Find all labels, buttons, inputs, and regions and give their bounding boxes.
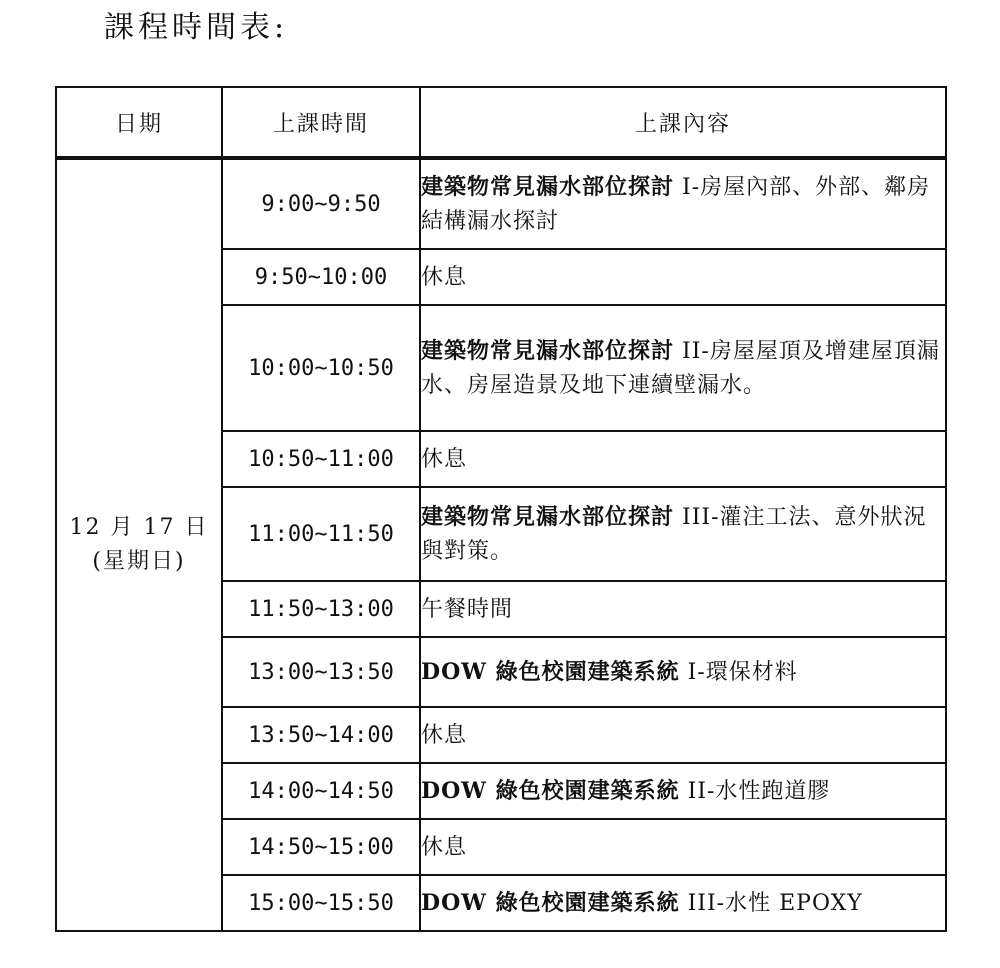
topic-title: DOW 綠色校園建築系統 <box>421 777 680 804</box>
time-cell: 10:50~11:00 <box>222 431 420 487</box>
content-cell <box>420 763 946 819</box>
header-time: 上課時間 <box>222 87 420 158</box>
topic-title: 建築物常見漏水部位探討 <box>421 337 675 364</box>
table-header-row <box>56 87 946 158</box>
time-cell: 9:50~10:00 <box>222 249 420 305</box>
weekday-text: (星期日) <box>92 549 186 574</box>
time-cell: 14:00~14:50 <box>222 763 420 819</box>
time-cell: 14:50~15:00 <box>222 819 420 875</box>
header-date: 日期 <box>56 87 222 158</box>
date-cell <box>56 158 222 931</box>
content-cell <box>420 249 946 305</box>
document-title: 課程時間表: <box>104 10 289 45</box>
topic-detail: III-灌注工法、意外狀況與對策。 <box>421 504 927 564</box>
header-content: 上課內容 <box>420 87 946 158</box>
content-cell <box>420 581 946 637</box>
topic-detail: I-環保材料 <box>679 659 798 685</box>
date-text: 12 月 17 日 <box>69 515 209 540</box>
time-cell: 13:00~13:50 <box>222 637 420 707</box>
time-cell: 11:50~13:00 <box>222 581 420 637</box>
topic-detail: 休息 <box>421 834 468 860</box>
time-cell: 15:00~15:50 <box>222 875 420 931</box>
content-cell <box>420 158 946 249</box>
content-cell <box>420 305 946 431</box>
content-cell <box>420 487 946 581</box>
topic-detail: II-房屋屋頂及增建屋頂漏水、房屋造景及地下連續壁漏水。 <box>421 338 940 398</box>
time-cell: 10:00~10:50 <box>222 305 420 431</box>
topic-detail: 午餐時間 <box>421 596 514 622</box>
content-cell <box>420 637 946 707</box>
course-schedule-table <box>55 86 947 932</box>
topic-detail: 休息 <box>421 264 468 290</box>
topic-detail: 休息 <box>421 446 468 472</box>
topic-title: 建築物常見漏水部位探討 <box>421 173 675 200</box>
time-cell: 9:00~9:50 <box>222 158 420 249</box>
topic-title: DOW 綠色校園建築系統 <box>421 658 680 685</box>
time-cell: 11:00~11:50 <box>222 487 420 581</box>
topic-title: DOW 綠色校園建築系統 <box>421 889 680 916</box>
topic-detail: II-水性跑道膠 <box>679 778 831 804</box>
topic-title: 建築物常見漏水部位探討 <box>421 503 675 530</box>
time-cell: 13:50~14:00 <box>222 707 420 763</box>
content-cell <box>420 707 946 763</box>
content-cell <box>420 431 946 487</box>
topic-detail: III-水性 EPOXY <box>679 890 863 916</box>
content-cell <box>420 819 946 875</box>
table-row <box>56 158 946 249</box>
topic-detail: I-房屋內部、外部、鄰房結構漏水探討 <box>421 174 931 234</box>
topic-detail: 休息 <box>421 722 468 748</box>
content-cell <box>420 875 946 931</box>
